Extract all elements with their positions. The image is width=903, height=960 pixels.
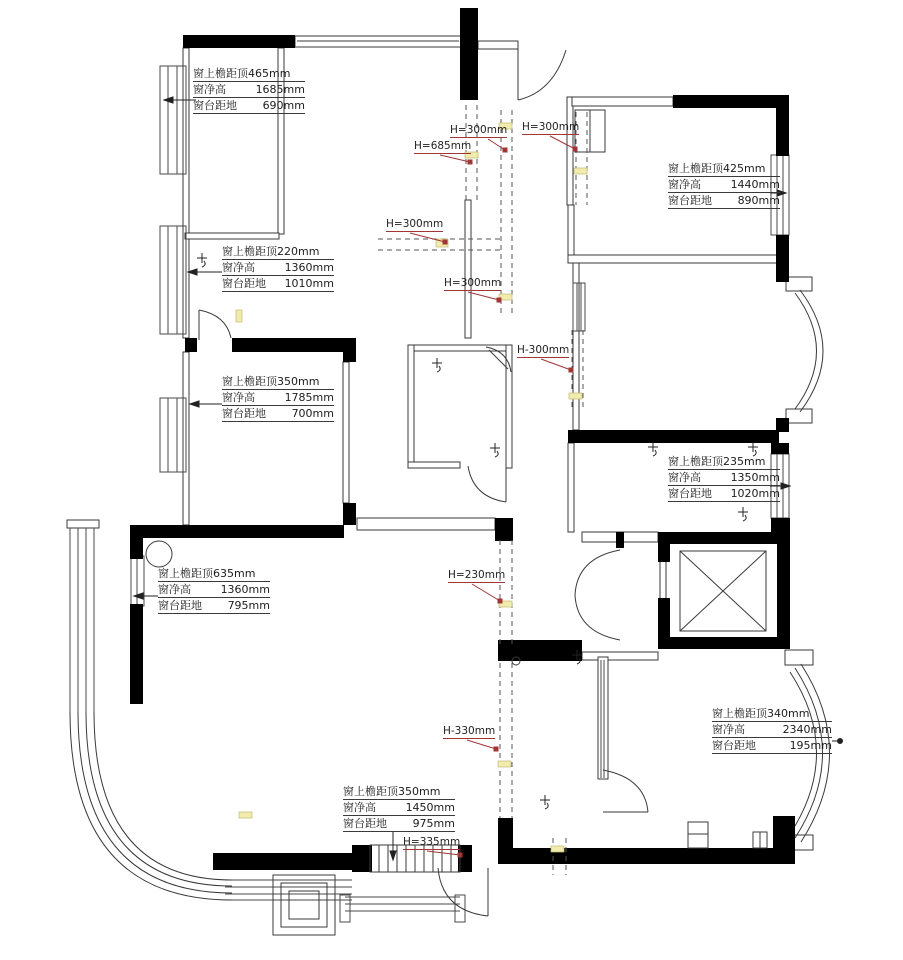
window-annotation-2: 窗上檐距顶220mm 窗净高 1360mm 窗台距地 1010mm (222, 245, 334, 290)
height-label-8: H-330mm (443, 725, 496, 737)
height-label-5: H=300mm (444, 277, 502, 289)
height-label-4: H=300mm (386, 218, 444, 230)
window-annotation-3: 窗上檐距顶350mm 窗净高 1785mm 窗台距地 700mm (222, 375, 334, 420)
window-annotation-7: 窗上檐距顶350mm 窗净高 1450mm 窗台距地 975mm (343, 785, 455, 830)
window-annotation-5: 窗上檐距顶235mm 窗净高 1350mm 窗台距地 1020mm (668, 455, 780, 500)
height-label-1: H=300mm (450, 124, 508, 136)
annotation-line: 窗上檐距顶465mm (193, 67, 291, 80)
red-leader-lines (410, 136, 577, 857)
window-annotation-1: 窗上檐距顶465mm 窗净高 1685mm 窗台距地 690mm (193, 67, 305, 112)
elevator-shaft (660, 551, 766, 631)
height-label-7: H=230mm (448, 569, 506, 581)
height-label-6: H-300mm (517, 344, 570, 356)
switch-highlights (236, 123, 587, 852)
window-annotation-6: 窗上檐距顶635mm 窗净高 1360mm 窗台距地 795mm (158, 567, 270, 612)
window-annotation-8: 窗上檐距顶340mm 窗净高 2340mm 窗台距地 195mm (712, 707, 832, 752)
entry-door-arc (518, 50, 566, 100)
exterior-door-arc (438, 868, 488, 916)
window-annotation-4: 窗上檐距顶425mm 窗净高 1440mm 窗台距地 890mm (668, 162, 780, 207)
height-label-2: H=300mm (522, 121, 580, 133)
double-door-arc (575, 550, 620, 595)
height-label-3: H=685mm (414, 140, 472, 152)
height-label-9: H=335mm (403, 836, 461, 848)
